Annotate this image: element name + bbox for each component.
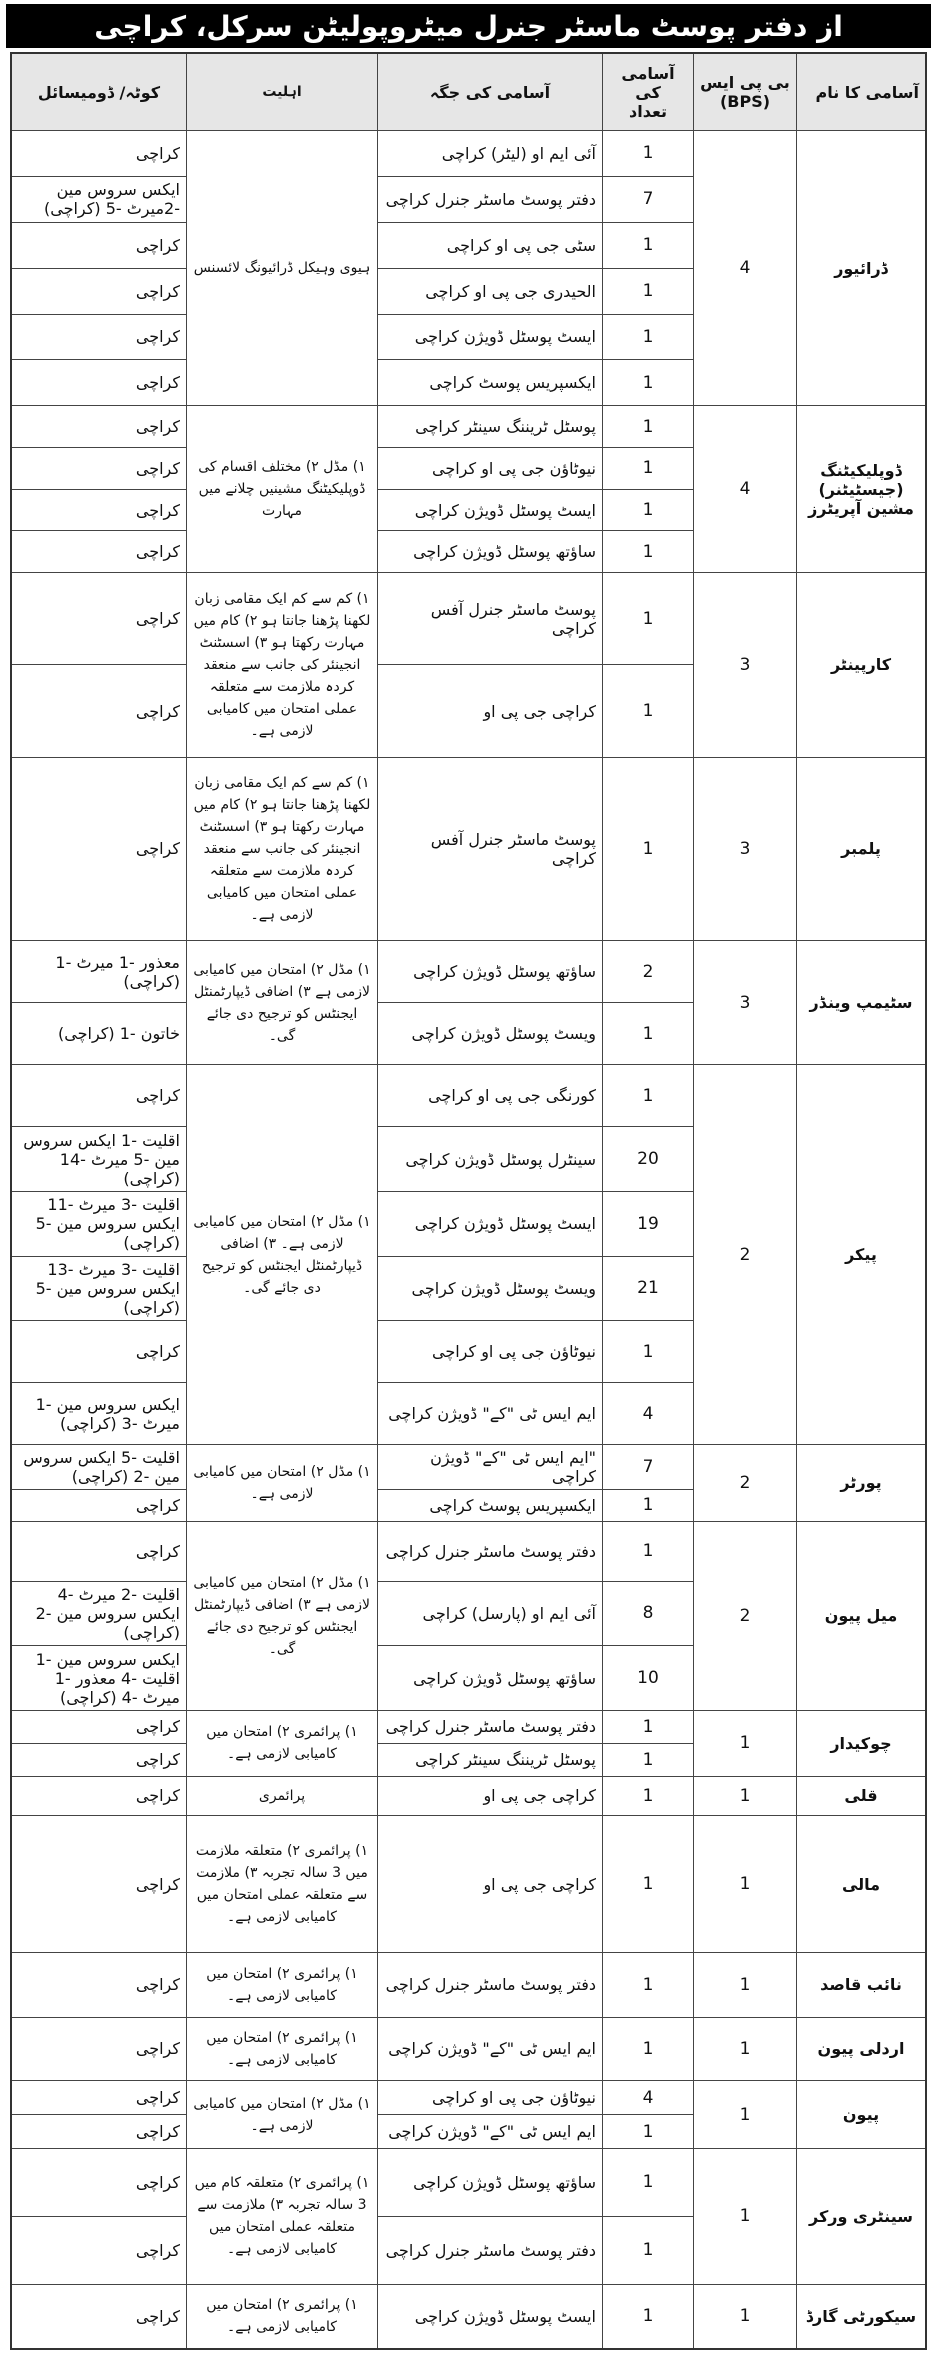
page-title: از دفتر پوسٹ ماسٹر جنرل میٹروپولیٹن سرکل، کراچی (6, 4, 931, 48)
place-cell: دفتر پوسٹ ماسٹر جنرل کراچی (378, 2216, 603, 2284)
bps-cell: 3 (694, 573, 797, 758)
count-cell: 1 (603, 406, 694, 448)
count-cell: 1 (603, 314, 694, 360)
count-cell: 1 (603, 360, 694, 406)
quota-cell: اقلیت -1 ایکس سروس مین -5 میرٹ -14 (کراچی) (11, 1127, 187, 1192)
quota-cell: کراچی (11, 268, 187, 314)
table-header (11, 53, 926, 131)
place-cell: ایسٹ پوسٹل ڈویژن کراچی (378, 1192, 603, 1257)
header-quota: کوٹہ/ ڈومیسائل (11, 53, 187, 131)
bps-cell: 4 (694, 406, 797, 573)
place-cell: کراچی جی پی او (378, 1776, 603, 1816)
quota-cell: کراچی (11, 360, 187, 406)
quota-cell: کراچی (11, 222, 187, 268)
table-row (11, 941, 926, 1003)
quota-cell: کراچی (11, 447, 187, 489)
quota-cell: کراچی (11, 757, 187, 941)
post-name-cell: اردلی پیون (797, 2017, 927, 2081)
place-cell: ایسٹ پوسٹل ڈویژن کراچی (378, 489, 603, 531)
count-cell: 1 (603, 2148, 694, 2216)
header-place: آسامی کی جگہ (378, 53, 603, 131)
bps-cell: 1 (694, 1816, 797, 1953)
table-row (11, 1952, 926, 2017)
count-cell: 1 (603, 1952, 694, 2017)
quota-cell: کراچی (11, 2017, 187, 2081)
place-cell: دفتر پوسٹ ماسٹر جنرل کراچی (378, 1710, 603, 1743)
count-cell: 1 (603, 2284, 694, 2349)
quota-cell: ایکس سروس مین -1 میرٹ -3 (کراچی) (11, 1383, 187, 1445)
count-cell: 7 (603, 176, 694, 222)
place-cell: سٹی جی پی او کراچی (378, 222, 603, 268)
table-row (11, 2284, 926, 2349)
count-cell: 1 (603, 1003, 694, 1065)
header-row (11, 53, 926, 131)
post-name-cell: پیکر (797, 1065, 927, 1445)
place-cell: ویسٹ پوسٹل ڈویژن کراچی (378, 1003, 603, 1065)
header-count: آسامی کی تعداد (603, 53, 694, 131)
table-row (11, 1521, 926, 1581)
post-name-cell: ڈرائیور (797, 131, 927, 406)
count-cell: 1 (603, 1816, 694, 1953)
post-name-cell: کارپینٹر (797, 573, 927, 758)
count-cell: 1 (603, 222, 694, 268)
quota-cell: کراچی (11, 2216, 187, 2284)
quota-cell: کراچی (11, 1816, 187, 1953)
post-name-cell: پورٹر (797, 1445, 927, 1521)
qualification-cell: ۱) مڈل ۲) امتحان میں کامیابی لازمی ہے۔ (187, 1445, 378, 1521)
bps-cell: 1 (694, 2081, 797, 2149)
place-cell: ویسٹ پوسٹل ڈویژن کراچی (378, 1256, 603, 1321)
table-row (11, 131, 926, 177)
qualification-cell: ۱) پرائمری ۲) متعلقہ کام میں 3 سالہ تجربہ ۳) ملازمت سے متعلقہ عملی امتحان میں کامیابی لازمی ہے۔ (187, 2148, 378, 2284)
table-row (11, 757, 926, 941)
quota-cell: کراچی (11, 131, 187, 177)
count-cell: 1 (603, 665, 694, 757)
place-cell: نیوٹاؤن جی پی او کراچی (378, 447, 603, 489)
place-cell: نیوٹاؤن جی پی او کراچی (378, 2081, 603, 2115)
quota-cell: کراچی (11, 573, 187, 665)
qualification-cell: ۱) مڈل ۲) مختلف اقسام کی ڈوپلیکیٹنگ مشینیں چلانے میں مہارت (187, 406, 378, 573)
place-cell: سینٹرل پوسٹل ڈویژن کراچی (378, 1127, 603, 1192)
place-cell: ایکسپریس پوسٹ کراچی (378, 360, 603, 406)
qualification-cell: ۱) مڈل ۲) امتحان میں کامیابی لازمی ہے۔ ۳) اضافی ڈیپارٹمنٹل ایجنٹس کو ترجیح دی جائے گی۔ (187, 1065, 378, 1445)
qualification-cell: ۱) مڈل ۲) امتحان میں کامیابی لازمی ہے۔ (187, 2081, 378, 2149)
count-cell: 1 (603, 757, 694, 941)
bps-cell: 1 (694, 1710, 797, 1776)
count-cell: 19 (603, 1192, 694, 1257)
post-name-cell: میل پیون (797, 1521, 927, 1710)
place-cell: ایکسپریس پوسٹ کراچی (378, 1490, 603, 1521)
post-name-cell: پلمبر (797, 757, 927, 941)
qualification-cell: پرائمری (187, 1776, 378, 1816)
quota-cell: کراچی (11, 1490, 187, 1521)
qualification-cell: ۱) کم سے کم ایک مقامی زبان لکھنا پڑھنا جانتا ہو ۲) کام میں مہارت رکھتا ہو ۳) اسسٹنٹ انجینئر کی جانب سے منعقد کردہ ملازمت سے متعلقہ عملی امتحان میں کامیابی لازمی ہے۔ (187, 757, 378, 941)
bps-cell: 1 (694, 1776, 797, 1816)
post-name-cell: چوکیدار (797, 1710, 927, 1776)
qualification-cell: ۱) پرائمری ۲) امتحان میں کامیابی لازمی ہے۔ (187, 1952, 378, 2017)
post-name-cell: نائب قاصد (797, 1952, 927, 2017)
vacancies-table-wrapper (10, 52, 927, 2350)
count-cell: 1 (603, 1710, 694, 1743)
qualification-cell: ۱) پرائمری ۲) امتحان میں کامیابی لازمی ہے۔ (187, 1710, 378, 1776)
quota-cell: ایکس سروس مین -1 اقلیت -4 معذور -1 میرٹ -4 (کراچی) (11, 1646, 187, 1711)
place-cell: کراچی جی پی او (378, 1816, 603, 1953)
quota-cell: کراچی (11, 2284, 187, 2349)
quota-cell: خاتون -1 (کراچی) (11, 1003, 187, 1065)
count-cell: 1 (603, 531, 694, 573)
count-cell: 1 (603, 1776, 694, 1816)
table-body (11, 131, 926, 2350)
count-cell: 4 (603, 1383, 694, 1445)
qualification-cell: ۱) مڈل ۲) امتحان میں کامیابی لازمی ہے ۳) اضافی ڈیپارٹمنٹل ایجنٹس کو ترجیح دی جائے گی۔ (187, 1521, 378, 1710)
place-cell: ایسٹ پوسٹل ڈویژن کراچی (378, 2284, 603, 2349)
post-name-cell: مالی (797, 1816, 927, 1953)
table-row (11, 573, 926, 665)
qualification-cell: ۱) مڈل ۲) امتحان میں کامیابی لازمی ہے ۳) اضافی ڈیپارٹمنٹل ایجنٹس کو ترجیح دی جائے گی۔ (187, 941, 378, 1065)
place-cell: ساؤتھ پوسٹل ڈویژن کراچی (378, 941, 603, 1003)
qualification-cell: ۱) پرائمری ۲) امتحان میں کامیابی لازمی ہے۔ (187, 2284, 378, 2349)
quota-cell: کراچی (11, 1321, 187, 1383)
header-bps: بی پی ایس (BPS) (694, 53, 797, 131)
count-cell: 1 (603, 131, 694, 177)
table-row (11, 406, 926, 448)
place-cell: ایم ایس ٹی "کے" ڈویژن کراچی (378, 2017, 603, 2081)
quota-cell: معذور -1 میرٹ -1 (کراچی) (11, 941, 187, 1003)
header-post-name: آسامی کا نام (797, 53, 927, 131)
table-row (11, 1710, 926, 1743)
count-cell: 1 (603, 2017, 694, 2081)
quota-cell: اقلیت -2 میرٹ -4 ایکس سروس مین -2 (کراچی) (11, 1581, 187, 1646)
table-row (11, 1816, 926, 1953)
place-cell: "ایم ایس ٹی "کے" ڈویژن کراچی (378, 1445, 603, 1490)
place-cell: کورنگی جی پی او کراچی (378, 1065, 603, 1127)
count-cell: 7 (603, 1445, 694, 1490)
post-name-cell: ڈوپلیکیٹنگ (جیسٹیٹنر) مشین آپریٹرز (797, 406, 927, 573)
table-row (11, 2148, 926, 2216)
count-cell: 1 (603, 447, 694, 489)
bps-cell: 1 (694, 1952, 797, 2017)
qualification-cell: ۱) پرائمری ۲) امتحان میں کامیابی لازمی ہے۔ (187, 2017, 378, 2081)
place-cell: ساؤتھ پوسٹل ڈویژن کراچی (378, 1646, 603, 1711)
quota-cell: اقلیت -5 ایکس سروس مین -2 (کراچی) (11, 1445, 187, 1490)
count-cell: 1 (603, 1065, 694, 1127)
place-cell: دفتر پوسٹ ماسٹر جنرل کراچی (378, 176, 603, 222)
count-cell: 1 (603, 1490, 694, 1521)
header-qualification: اہلیت (187, 53, 378, 131)
quota-cell: کراچی (11, 531, 187, 573)
quota-cell: کراچی (11, 1065, 187, 1127)
quota-cell: کراچی (11, 2081, 187, 2115)
table-row (11, 2017, 926, 2081)
place-cell: آئی ایم او (پارسل) کراچی (378, 1581, 603, 1646)
table-row (11, 1065, 926, 1127)
bps-cell: 3 (694, 941, 797, 1065)
table-row (11, 2081, 926, 2115)
quota-cell: کراچی (11, 1776, 187, 1816)
count-cell: 1 (603, 1743, 694, 1776)
place-cell: نیوٹاؤن جی پی او کراچی (378, 1321, 603, 1383)
count-cell: 10 (603, 1646, 694, 1711)
count-cell: 1 (603, 1521, 694, 1581)
quota-cell: کراچی (11, 665, 187, 757)
quota-cell: اقلیت -3 میرٹ -11 ایکس سروس مین -5 (کراچی) (11, 1192, 187, 1257)
place-cell: دفتر پوسٹ ماسٹر جنرل کراچی (378, 1521, 603, 1581)
count-cell: 1 (603, 573, 694, 665)
quota-cell: کراچی (11, 1952, 187, 2017)
table-row (11, 1445, 926, 1490)
count-cell: 1 (603, 268, 694, 314)
bps-cell: 2 (694, 1521, 797, 1710)
bps-cell: 4 (694, 131, 797, 406)
quota-cell: کراچی (11, 1521, 187, 1581)
table-row (11, 1776, 926, 1816)
place-cell: کراچی جی پی او (378, 665, 603, 757)
quota-cell: کراچی (11, 489, 187, 531)
count-cell: 1 (603, 2115, 694, 2149)
place-cell: ساؤتھ پوسٹل ڈویژن کراچی (378, 2148, 603, 2216)
place-cell: پوسٹل ٹریننگ سینٹر کراچی (378, 406, 603, 448)
quota-cell: کراچی (11, 2115, 187, 2149)
qualification-cell: ہیوی وہیکل ڈرائیونگ لائسنس (187, 131, 378, 406)
place-cell: آئی ایم او (لیٹر) کراچی (378, 131, 603, 177)
place-cell: ساؤتھ پوسٹل ڈویژن کراچی (378, 531, 603, 573)
post-name-cell: قلی (797, 1776, 927, 1816)
quota-cell: کراچی (11, 314, 187, 360)
place-cell: پوسٹ ماسٹر جنرل آفس کراچی (378, 757, 603, 941)
place-cell: ایم ایس ٹی "کے" ڈویژن کراچی (378, 2115, 603, 2149)
qualification-cell: ۱) کم سے کم ایک مقامی زبان لکھنا پڑھنا جانتا ہو ۲) کام میں مہارت رکھتا ہو ۳) اسسٹنٹ انجینئر کی جانب سے منعقد کردہ ملازمت سے متعلقہ عملی امتحان میں کامیابی لازمی ہے۔ (187, 573, 378, 758)
count-cell: 20 (603, 1127, 694, 1192)
quota-cell: کراچی (11, 1743, 187, 1776)
quota-cell: کراچی (11, 406, 187, 448)
bps-cell: 1 (694, 2284, 797, 2349)
quota-cell: کراچی (11, 2148, 187, 2216)
post-name-cell: سینٹری ورکر (797, 2148, 927, 2284)
place-cell: الحیدری جی پی او کراچی (378, 268, 603, 314)
place-cell: ایسٹ پوسٹل ڈویژن کراچی (378, 314, 603, 360)
bps-cell: 2 (694, 1445, 797, 1521)
post-name-cell: سٹیمپ وینڈر (797, 941, 927, 1065)
bps-cell: 2 (694, 1065, 797, 1445)
post-name-cell: سیکورٹی گارڈ (797, 2284, 927, 2349)
count-cell: 8 (603, 1581, 694, 1646)
place-cell: پوسٹ ماسٹر جنرل آفس کراچی (378, 573, 603, 665)
post-name-cell: پیون (797, 2081, 927, 2149)
place-cell: دفتر پوسٹ ماسٹر جنرل کراچی (378, 1952, 603, 2017)
quota-cell: کراچی (11, 1710, 187, 1743)
qualification-cell: ۱) پرائمری ۲) متعلقہ ملازمت میں 3 سالہ تجربہ ۳) ملازمت سے متعلقہ عملی امتحان میں کامیابی لازمی ہے۔ (187, 1816, 378, 1953)
bps-cell: 1 (694, 2148, 797, 2284)
count-cell: 2 (603, 941, 694, 1003)
bps-cell: 3 (694, 757, 797, 941)
place-cell: پوسٹل ٹریننگ سینٹر کراچی (378, 1743, 603, 1776)
bps-cell: 1 (694, 2017, 797, 2081)
count-cell: 1 (603, 1321, 694, 1383)
quota-cell: ایکس سروس مین -2میرٹ -5 (کراچی) (11, 176, 187, 222)
quota-cell: اقلیت -3 میرٹ -13 ایکس سروس مین -5 (کراچی) (11, 1256, 187, 1321)
count-cell: 1 (603, 2216, 694, 2284)
count-cell: 21 (603, 1256, 694, 1321)
count-cell: 1 (603, 489, 694, 531)
place-cell: ایم ایس ٹی "کے" ڈویژن کراچی (378, 1383, 603, 1445)
vacancies-table (10, 52, 927, 2350)
count-cell: 4 (603, 2081, 694, 2115)
